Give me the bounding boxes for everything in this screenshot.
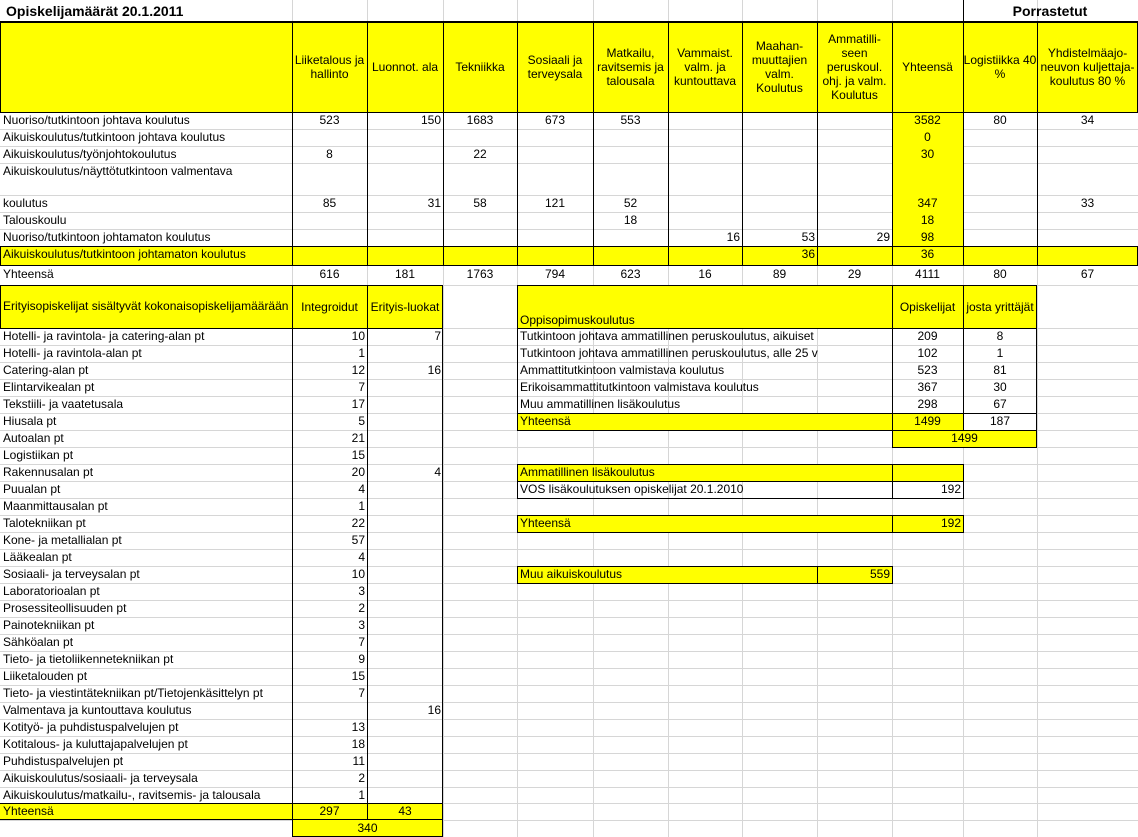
row-label[interactable]: Aikuiskoulutus/tutkintoon johtamaton koulutus (3, 247, 246, 261)
special-total-b[interactable]: 43 (398, 804, 412, 818)
oppi-opiskelijat-cell[interactable]: 102 (917, 346, 938, 360)
erityisluokat-cell[interactable]: 16 (427, 703, 441, 717)
column-border (892, 515, 893, 532)
column-border (963, 285, 964, 431)
porrastetut-label[interactable]: Porrastetut (1012, 3, 1088, 19)
data-cell[interactable] (668, 212, 742, 229)
data-cell[interactable] (517, 129, 593, 146)
special-row-label[interactable]: Sähköalan pt (3, 635, 74, 649)
special-col2-header[interactable]: Erityis-luokat (370, 299, 440, 314)
column-header[interactable]: Tekniikka (455, 60, 505, 74)
total-cell[interactable]: 623 (620, 267, 641, 281)
erityisluokat-cell[interactable] (367, 498, 443, 515)
special-row-label[interactable]: Tieto- ja tietoliikennetekniikan pt (3, 652, 174, 666)
special-row-label[interactable]: Prosessiteollisuuden pt (3, 601, 127, 615)
integroidut-cell[interactable]: 3 (358, 584, 365, 598)
integroidut-cell[interactable]: 13 (351, 720, 365, 734)
data-cell[interactable]: 30 (920, 147, 935, 161)
total-cell[interactable]: 181 (394, 267, 416, 281)
row-label[interactable]: Nuoriso/tutkintoon johtamaton koulutus (3, 230, 211, 244)
data-cell[interactable] (593, 229, 668, 246)
erityisluokat-cell[interactable] (367, 515, 443, 532)
row-border (0, 112, 1138, 113)
data-cell[interactable]: 523 (319, 113, 340, 127)
data-cell[interactable]: 16 (726, 230, 740, 244)
data-cell[interactable]: 0 (924, 130, 931, 144)
data-cell[interactable] (742, 212, 817, 229)
column-border (817, 22, 818, 266)
special-row-label[interactable]: Kone- ja metallialan pt (3, 533, 122, 547)
total-label[interactable]: Yhteensä (3, 267, 54, 281)
oppi-yrittajat-cell[interactable]: 81 (993, 363, 1007, 377)
column-header[interactable]: Ammatilli-seen peruskoul. ohj. ja valm. Koulutus (822, 32, 887, 102)
integroidut-cell[interactable]: 3 (358, 618, 365, 632)
integroidut-cell[interactable]: 7 (358, 686, 365, 700)
column-header[interactable]: Logistiikka 40 % (963, 53, 1037, 81)
column-border (668, 22, 669, 266)
data-cell[interactable]: 1683 (466, 113, 494, 127)
data-cell[interactable] (742, 146, 817, 163)
erityisluokat-cell[interactable] (367, 583, 443, 600)
data-cell[interactable]: 22 (473, 147, 487, 161)
column-border (963, 464, 964, 499)
column-border (742, 22, 743, 266)
oppi-total-a[interactable]: 1499 (914, 414, 941, 428)
data-cell[interactable] (443, 129, 517, 146)
integroidut-cell[interactable]: 18 (351, 737, 365, 751)
data-cell[interactable] (443, 246, 517, 265)
data-cell[interactable] (817, 163, 892, 195)
data-cell[interactable] (817, 129, 892, 146)
title-bottom-border (0, 21, 1138, 22)
oppi-total-label[interactable]: Yhteensä (520, 414, 571, 428)
column-header[interactable]: Matkailu, ravitsemis ja talousala (597, 46, 664, 88)
column-header[interactable]: Vammaist. valm. ja kuntouttava (673, 46, 737, 88)
special-row-label[interactable]: Valmentava ja kuntouttava koulutus (3, 703, 192, 717)
column-border (817, 566, 818, 583)
oppi-row-label[interactable]: Erikoisammattitutkintoon valmistava koulutus (520, 380, 759, 394)
data-cell[interactable]: 150 (420, 113, 441, 127)
oppi-yrittajat-cell[interactable]: 30 (993, 380, 1007, 394)
erityisluokat-cell[interactable] (367, 719, 443, 736)
special-row-label[interactable]: Tieto- ja viestintätekniikan pt/Tietojenkäsittelyn pt (3, 686, 263, 700)
total-cell[interactable]: 89 (772, 267, 787, 281)
special-row-label[interactable]: Lääkealan pt (3, 550, 72, 564)
special-row-label[interactable]: Maanmittausalan pt (3, 499, 108, 513)
data-cell[interactable]: 98 (920, 230, 935, 244)
column-border (892, 285, 893, 431)
column-border (892, 464, 893, 499)
special-row-label[interactable]: Painotekniikan pt (3, 618, 95, 632)
erityisluokat-cell[interactable] (367, 787, 443, 803)
column-header[interactable]: Yhteensä (902, 60, 953, 74)
data-cell[interactable] (1037, 246, 1138, 265)
data-cell[interactable] (367, 212, 443, 229)
muu-value[interactable]: 559 (869, 567, 890, 581)
data-cell[interactable] (963, 129, 1037, 146)
data-cell[interactable] (367, 229, 443, 246)
data-cell[interactable] (367, 129, 443, 146)
special-row-label[interactable]: Puualan pt (3, 482, 61, 496)
data-cell[interactable] (668, 129, 742, 146)
integroidut-cell[interactable]: 10 (351, 329, 365, 343)
integroidut-cell[interactable]: 7 (358, 635, 365, 649)
erityisluokat-cell[interactable] (367, 345, 443, 362)
integroidut-cell[interactable]: 4 (358, 550, 365, 564)
data-cell[interactable]: 52 (623, 196, 638, 210)
data-cell[interactable] (593, 246, 668, 265)
column-border (892, 22, 893, 266)
row-label[interactable]: Aikuiskoulutus/tutkintoon johtava koulutus (3, 130, 226, 144)
total-cell[interactable]: 29 (847, 267, 862, 281)
data-cell[interactable] (367, 163, 443, 195)
erityisluokat-cell[interactable] (367, 651, 443, 668)
data-cell[interactable] (817, 146, 892, 163)
total-cell[interactable]: 4111 (915, 267, 940, 281)
data-cell[interactable] (292, 212, 367, 229)
integroidut-cell[interactable]: 11 (352, 754, 365, 768)
data-cell[interactable]: 34 (1080, 113, 1095, 127)
special-row-label[interactable]: Elintarvikealan pt (3, 380, 95, 394)
data-cell[interactable] (367, 146, 443, 163)
data-cell[interactable]: 673 (544, 113, 566, 127)
column-border (292, 285, 293, 820)
data-cell[interactable] (963, 212, 1037, 229)
special-row-label[interactable]: Rakennusalan pt (3, 465, 94, 479)
lisa-total-value[interactable]: 192 (940, 516, 961, 530)
data-cell[interactable] (817, 246, 892, 265)
erityisluokat-cell[interactable]: 7 (434, 329, 441, 343)
special-header[interactable]: Erityisopiskelijat sisältyvät kokonaisopiskelijamäärään (3, 299, 289, 313)
oppi-row-label[interactable]: Tutkintoon johtava ammatillinen peruskoulutus, alle 25 v (520, 346, 818, 360)
data-cell[interactable]: 36 (920, 247, 935, 261)
column-border (593, 22, 594, 266)
data-cell[interactable] (742, 195, 817, 212)
special-row-label[interactable]: Hiusala pt (3, 414, 57, 428)
erityisluokat-cell[interactable] (367, 413, 443, 430)
data-cell[interactable] (1037, 146, 1138, 163)
column-header[interactable]: Yhdistelmäajo-neuvon kuljettaja-koulutus 80 % (1040, 46, 1135, 88)
special-row-label[interactable]: Hotelli- ja ravintola-alan pt (3, 346, 142, 360)
erityisluokat-cell[interactable] (367, 481, 443, 498)
data-cell[interactable]: 18 (623, 213, 638, 227)
column-border (963, 22, 964, 266)
data-cell[interactable] (817, 112, 892, 129)
total-cell[interactable]: 67 (1080, 267, 1095, 281)
data-cell[interactable] (963, 195, 1037, 212)
integroidut-cell[interactable]: 15 (351, 448, 365, 462)
integroidut-cell[interactable]: 2 (358, 601, 365, 615)
erityisluokat-cell[interactable] (367, 566, 443, 583)
lisa-header[interactable]: Ammatillinen lisäkoulutus (520, 465, 655, 479)
oppi-opiskelijat-cell[interactable]: 523 (917, 363, 938, 377)
data-cell[interactable] (593, 129, 668, 146)
oppi-grand-total[interactable]: 1499 (951, 431, 978, 445)
data-cell[interactable]: 29 (876, 230, 890, 244)
data-cell[interactable] (517, 212, 593, 229)
special-row-label[interactable]: Aikuiskoulutus/sosiaali- ja terveysala (3, 771, 198, 785)
lisa-row-value[interactable]: 192 (940, 482, 961, 496)
special-row-label[interactable]: Kotityö- ja puhdistuspalvelujen pt (3, 720, 179, 734)
row-label[interactable]: Nuoriso/tutkintoon johtava koulutus (3, 113, 190, 127)
special-row-label[interactable]: Autoalan pt (3, 431, 64, 445)
data-cell[interactable]: 53 (801, 230, 815, 244)
data-cell[interactable]: 85 (322, 196, 337, 210)
data-cell[interactable]: 3582 (914, 113, 941, 127)
integroidut-cell[interactable]: 1 (358, 788, 365, 802)
special-row-label[interactable]: Tekstiili- ja vaatetusala (3, 397, 124, 411)
erityisluokat-cell[interactable] (367, 430, 443, 447)
row-border (517, 413, 1037, 414)
title-border (963, 0, 964, 22)
erityisluokat-cell[interactable]: 4 (434, 465, 441, 479)
column-border (443, 22, 444, 266)
erityisluokat-cell[interactable] (367, 447, 443, 464)
muu-label[interactable]: Muu aikuiskoulutus (520, 567, 623, 581)
integroidut-cell[interactable]: 2 (358, 771, 365, 785)
data-cell[interactable] (367, 246, 443, 265)
data-cell[interactable] (817, 212, 892, 229)
erityisluokat-cell[interactable] (367, 600, 443, 617)
column-border (292, 820, 293, 837)
data-cell[interactable] (292, 129, 367, 146)
oppi-row-label[interactable]: Ammattitutkintoon valmistava koulutus (520, 363, 725, 377)
sheet-title[interactable]: Opiskelijamäärät 20.1.2011 (6, 3, 184, 19)
data-cell[interactable] (517, 229, 593, 246)
column-header[interactable]: Sosiaali ja terveysala (527, 53, 583, 81)
data-cell[interactable] (742, 129, 817, 146)
column-border (292, 22, 293, 266)
data-cell[interactable] (742, 163, 817, 195)
erityisluokat-cell[interactable] (367, 668, 443, 685)
erityisluokat-cell[interactable] (367, 685, 443, 702)
erityisluokat-cell[interactable] (367, 379, 443, 396)
column-header[interactable]: Liiketalous ja hallinto (294, 53, 365, 81)
column-header[interactable]: Luonnot. ala (371, 60, 439, 74)
row-label[interactable]: Aikuiskoulutus/näyttötutkintoon valmentava (3, 164, 233, 178)
data-cell[interactable] (963, 246, 1037, 265)
oppi-opiskelijat-cell[interactable]: 298 (917, 397, 938, 411)
integroidut-cell[interactable]: 22 (351, 516, 365, 530)
column-border (517, 481, 518, 499)
special-row-label[interactable]: Logistiikan pt (3, 448, 74, 462)
column-header[interactable]: Maahan-muuttajien valm. Koulutus (751, 39, 808, 95)
data-cell[interactable] (1037, 229, 1138, 246)
integroidut-cell[interactable] (292, 702, 367, 719)
erityisluokat-cell[interactable] (367, 396, 443, 413)
data-cell[interactable] (292, 163, 367, 195)
erityisluokat-cell[interactable] (367, 770, 443, 787)
special-row-label[interactable]: Liiketalouden pt (3, 669, 88, 683)
integroidut-cell[interactable]: 9 (358, 652, 365, 666)
column-border (367, 22, 368, 266)
data-cell[interactable] (292, 246, 367, 265)
special-row-label[interactable]: Laboratorioalan pt (3, 584, 100, 598)
oppi-opiskelijat-cell[interactable]: 209 (917, 329, 938, 343)
special-total-label[interactable]: Yhteensä (3, 804, 54, 818)
column-border (1037, 22, 1038, 266)
special-row-label[interactable]: Hotelli- ja ravintola- ja catering-alan pt (3, 329, 205, 343)
data-cell[interactable] (668, 246, 742, 265)
data-cell[interactable] (892, 163, 963, 195)
data-cell[interactable]: 347 (917, 196, 938, 210)
erityisluokat-cell[interactable] (367, 753, 443, 770)
oppi-header[interactable]: Oppisopimuskoulutus (520, 313, 635, 327)
integroidut-cell[interactable]: 21 (351, 431, 365, 445)
special-total-a[interactable]: 297 (319, 804, 340, 818)
integroidut-cell[interactable]: 5 (358, 414, 365, 428)
integroidut-cell[interactable]: 20 (351, 465, 365, 479)
oppi-yrittajat-cell[interactable]: 8 (996, 329, 1004, 343)
data-cell[interactable] (963, 229, 1037, 246)
special-col1-header[interactable]: Integroidut (301, 299, 358, 314)
data-cell[interactable] (742, 112, 817, 129)
total-cell[interactable]: 80 (993, 267, 1007, 281)
oppi-col2-header[interactable]: josta yrittäjät (966, 299, 1034, 314)
data-cell[interactable]: 553 (620, 113, 641, 127)
special-row-label[interactable]: Catering-alan pt (3, 363, 89, 377)
data-cell[interactable] (517, 163, 593, 195)
column-border (517, 22, 518, 266)
total-cell[interactable]: 16 (698, 267, 712, 281)
data-cell[interactable] (668, 163, 742, 195)
integroidut-cell[interactable]: 17 (351, 397, 365, 411)
total-cell[interactable]: 616 (319, 267, 340, 281)
data-cell[interactable] (668, 146, 742, 163)
data-cell[interactable]: 33 (1080, 196, 1095, 210)
erityisluokat-cell[interactable] (367, 549, 443, 566)
lisa-row-label[interactable]: VOS lisäkoulutuksen opiskelijat 20.1.2010 (520, 482, 744, 496)
data-cell[interactable]: 58 (473, 196, 487, 210)
row-border (0, 803, 443, 804)
row-border (517, 498, 964, 499)
row-border (0, 819, 443, 820)
data-cell[interactable] (517, 246, 593, 265)
column-border (442, 285, 443, 837)
erityisluokat-cell[interactable]: 16 (427, 363, 441, 377)
data-cell[interactable] (593, 163, 668, 195)
data-cell[interactable] (1037, 163, 1138, 195)
integroidut-cell[interactable]: 4 (358, 482, 365, 496)
total-cell[interactable]: 794 (544, 267, 566, 281)
erityisluokat-cell[interactable] (367, 532, 443, 549)
oppi-opiskelijat-cell[interactable]: 367 (917, 380, 938, 394)
data-cell[interactable] (1037, 129, 1138, 146)
special-row-label[interactable]: Kotitalous- ja kuluttajapalvelujen pt (3, 737, 188, 751)
integroidut-cell[interactable]: 1 (358, 346, 365, 360)
special-row-label[interactable]: Aikuiskoulutus/matkailu-, ravitsemis- ja talousala (3, 788, 261, 802)
row-border (0, 328, 443, 329)
data-cell[interactable] (963, 146, 1037, 163)
data-cell[interactable] (443, 212, 517, 229)
data-cell[interactable] (443, 229, 517, 246)
data-cell[interactable] (1037, 212, 1138, 229)
row-label[interactable]: Aikuiskoulutus/työnjohtokoulutus (3, 147, 177, 161)
data-cell[interactable]: 31 (427, 196, 441, 210)
erityisluokat-cell[interactable] (367, 736, 443, 753)
row-border (517, 328, 1037, 329)
special-row-label[interactable]: Puhdistuspalvelujen pt (3, 754, 124, 768)
data-cell[interactable] (963, 163, 1037, 195)
oppi-row-label[interactable]: Muu ammatillinen lisäkoulutus (520, 397, 681, 411)
data-cell[interactable] (443, 163, 517, 195)
data-cell[interactable]: 121 (544, 196, 566, 210)
data-cell[interactable] (292, 229, 367, 246)
special-grand-total[interactable]: 340 (357, 821, 378, 835)
integroidut-cell[interactable]: 57 (351, 533, 365, 547)
oppi-yrittajat-cell[interactable]: 67 (993, 397, 1007, 411)
total-cell[interactable]: 1763 (466, 267, 494, 281)
data-cell[interactable]: 8 (326, 147, 333, 161)
special-row-label[interactable]: Sosiaali- ja terveysalan pt (3, 567, 140, 581)
integroidut-cell[interactable]: 1 (358, 499, 365, 513)
data-cell[interactable]: 18 (920, 213, 935, 227)
oppi-total-b[interactable]: 187 (989, 414, 1011, 428)
data-cell[interactable]: 36 (801, 247, 815, 261)
gridline-horizontal (0, 820, 1138, 821)
lisa-total-label[interactable]: Yhteensä (520, 516, 571, 530)
data-cell[interactable] (593, 146, 668, 163)
data-cell[interactable]: 80 (993, 113, 1007, 127)
data-cell[interactable] (517, 146, 593, 163)
integroidut-cell[interactable]: 7 (358, 380, 365, 394)
erityisluokat-cell[interactable] (367, 634, 443, 651)
data-cell[interactable] (668, 195, 742, 212)
data-cell[interactable] (817, 195, 892, 212)
data-cell[interactable] (668, 112, 742, 129)
integroidut-cell[interactable]: 15 (351, 669, 365, 683)
integroidut-cell[interactable]: 12 (351, 363, 365, 377)
integroidut-cell[interactable]: 10 (351, 567, 365, 581)
row-label[interactable]: Talouskoulu (3, 213, 67, 227)
row-label[interactable]: koulutus (3, 196, 48, 210)
column-border (367, 285, 368, 820)
oppi-yrittajat-cell[interactable]: 1 (996, 346, 1004, 360)
oppi-col1-header[interactable]: Opiskelijat (899, 299, 956, 314)
erityisluokat-cell[interactable] (367, 617, 443, 634)
special-row-label[interactable]: Talotekniikan pt (3, 516, 86, 530)
oppi-row-label[interactable]: Tutkintoon johtava ammatillinen peruskoulutus, aikuiset (520, 329, 814, 343)
